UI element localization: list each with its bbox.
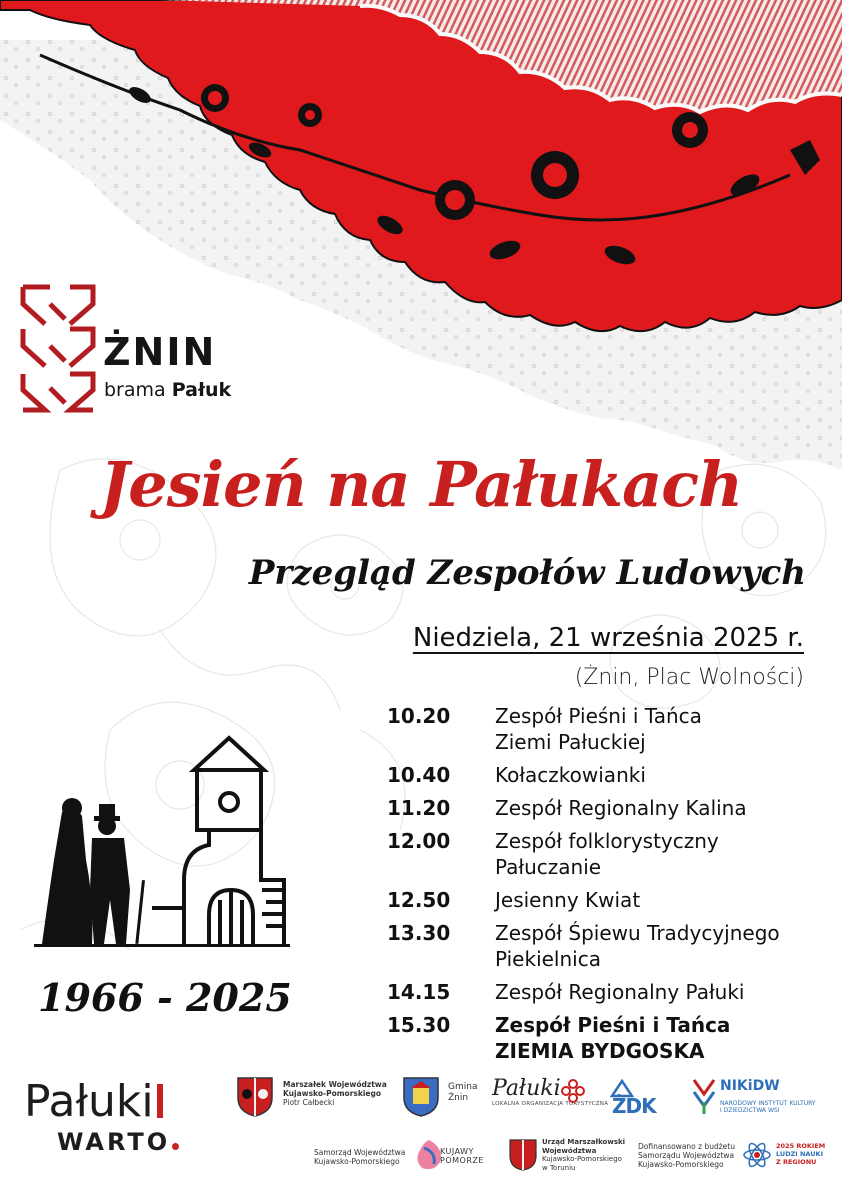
- schedule-row: [387, 1012, 832, 1064]
- urzad-line-2: Województwa: [542, 1146, 597, 1155]
- urzad-line-4: w Toruniu: [542, 1163, 576, 1172]
- performer-line-2: Pałuczanie: [495, 855, 602, 879]
- performer-line-1: Zespół Pieśni i Tańca: [495, 1013, 731, 1037]
- zdk-logo: [610, 1078, 666, 1116]
- schedule-row: [387, 762, 832, 788]
- samorzad-line-2: Kujawsko-Pomorskiego: [314, 1157, 400, 1166]
- schedule-list: [387, 703, 832, 1071]
- rok-nauki-text: [776, 1142, 825, 1166]
- samorzad-line-1: Samorząd Województwa: [314, 1148, 406, 1157]
- urzad-text: [542, 1138, 625, 1172]
- nikidw-sub-1: NARODOWY INSTYTUT KULTURY: [720, 1100, 816, 1107]
- paluki-red-bar: [157, 1084, 163, 1118]
- gmina-text: [448, 1082, 477, 1104]
- schedule-performer: [495, 828, 832, 880]
- paluki-word: Pałuki: [24, 1076, 154, 1127]
- schedule-performer: Jesienny Kwiat: [495, 888, 641, 912]
- schedule-performer: Zespół Regionalny Pałuki: [495, 980, 745, 1004]
- performer-line-2: Ziemi Pałuckiej: [495, 730, 646, 754]
- schedule-performer: Zespół Regionalny Kalina: [495, 796, 747, 820]
- event-date: Niedziela, 21 września 2025 r.: [412, 623, 804, 653]
- kujawy-line-2: POMORZE: [440, 1156, 484, 1165]
- rok-line-3: Z REGIONU: [776, 1158, 817, 1166]
- performer-line-1: Zespół folklorystyczny: [495, 829, 719, 853]
- urzad-line-3: Kujawsko-Pomorskiego: [542, 1155, 622, 1163]
- dofinansowano-line-3: Kujawsko-Pomorskiego: [638, 1160, 724, 1169]
- schedule-performer: [495, 703, 832, 755]
- marszalek-line-3: Piotr Całbecki: [283, 1098, 335, 1107]
- gmina-line-2: Żnin: [448, 1093, 469, 1103]
- event-title: Jesień na Pałukach: [99, 448, 743, 521]
- schedule-performer: [495, 920, 832, 972]
- couple-and-tower-illustration: [34, 730, 294, 980]
- performer-line-2: Piekielnica: [495, 947, 601, 971]
- anniversary-years: 1966 - 2025: [38, 975, 292, 1020]
- schedule-row: [387, 828, 832, 880]
- rok-line-2: LUDZI NAUKI: [776, 1150, 823, 1158]
- rok-line-1: 2025 ROKIEM: [776, 1142, 826, 1150]
- warto-red-dot: [172, 1143, 179, 1150]
- flower-icon: [560, 1078, 586, 1104]
- schedule-time: 12.50: [387, 888, 451, 912]
- performer-line-1: Zespół Śpiewu Tradycyjnego: [495, 921, 780, 945]
- lot-subtitle: LOKALNA ORGANIZACJA TURYSTYCZNA: [492, 1101, 609, 1107]
- dofinansowano-text: [638, 1142, 735, 1169]
- schedule-row: [387, 920, 832, 972]
- tagline-bold: Pałuk: [171, 379, 232, 401]
- warto-text: WARTO: [57, 1128, 171, 1156]
- schedule-row: [387, 887, 832, 913]
- kujawy-pomorze-text: [440, 1147, 484, 1165]
- znin-logo-name: ŻNIN: [103, 330, 217, 374]
- gmina-line-1: Gmina: [448, 1082, 478, 1092]
- znin-logo-mark: [20, 284, 96, 414]
- urzad-line-1: Urząd Marszałkowski: [542, 1138, 626, 1146]
- lot-paluki-logo: [492, 1076, 608, 1107]
- schedule-performer: Kołaczkowianki: [495, 763, 646, 787]
- schedule-performer: [495, 1012, 832, 1064]
- marszalek-line-2: Kujawsko-Pomorskiego: [283, 1089, 382, 1098]
- performer-line-1: Zespół Pieśni i Tańca: [495, 704, 702, 728]
- schedule-row: [387, 795, 832, 821]
- schedule-time: 10.20: [387, 704, 451, 728]
- schedule-row: [387, 703, 832, 755]
- schedule-time: 12.00: [387, 829, 451, 853]
- schedule-time: 11.20: [387, 796, 451, 820]
- schedule-time: 14.15: [387, 980, 451, 1004]
- paluki-warto-logo: [24, 1076, 171, 1156]
- dofinansowano-line-1: Dofinansowano z budżetu: [638, 1142, 735, 1151]
- event-place: (Żnin, Plac Wolności): [574, 665, 804, 690]
- zdk-text: ŻDK: [612, 1094, 656, 1118]
- dofinansowano-line-2: Samorządu Województwa: [638, 1151, 735, 1160]
- event-subtitle: Przegląd Zespołów Ludowych: [248, 553, 806, 593]
- nikidw-name: NIKiDW: [720, 1078, 780, 1094]
- znin-logo-tagline: [104, 379, 231, 401]
- gmina-znin-crest-icon: [402, 1076, 440, 1118]
- performer-line-2: ZIEMIA BYDGOSKA: [495, 1039, 705, 1063]
- urzad-crest-icon: [508, 1138, 538, 1172]
- marszalek-text: [283, 1080, 387, 1107]
- schedule-row: [387, 979, 832, 1005]
- schedule-time: 10.40: [387, 763, 451, 787]
- kujawsko-pomorskie-crest-icon: [236, 1076, 274, 1118]
- lot-name: Pałuki: [492, 1076, 561, 1101]
- schedule-time: 13.30: [387, 921, 451, 945]
- nikidw-text: [720, 1078, 816, 1114]
- schedule-time: 15.30: [387, 1013, 451, 1037]
- atom-icon: [742, 1138, 772, 1172]
- nikidw-sub-2: I DZIEDZICTWA WSI: [720, 1107, 780, 1114]
- warto-word: [57, 1128, 179, 1156]
- marszalek-line-1: Marszałek Województwa: [283, 1080, 387, 1089]
- tagline-prefix: brama: [104, 379, 166, 401]
- samorzad-text: [314, 1148, 405, 1166]
- nikidw-mark-icon: [690, 1076, 718, 1116]
- kujawy-line-1: KUJAWY: [440, 1147, 474, 1156]
